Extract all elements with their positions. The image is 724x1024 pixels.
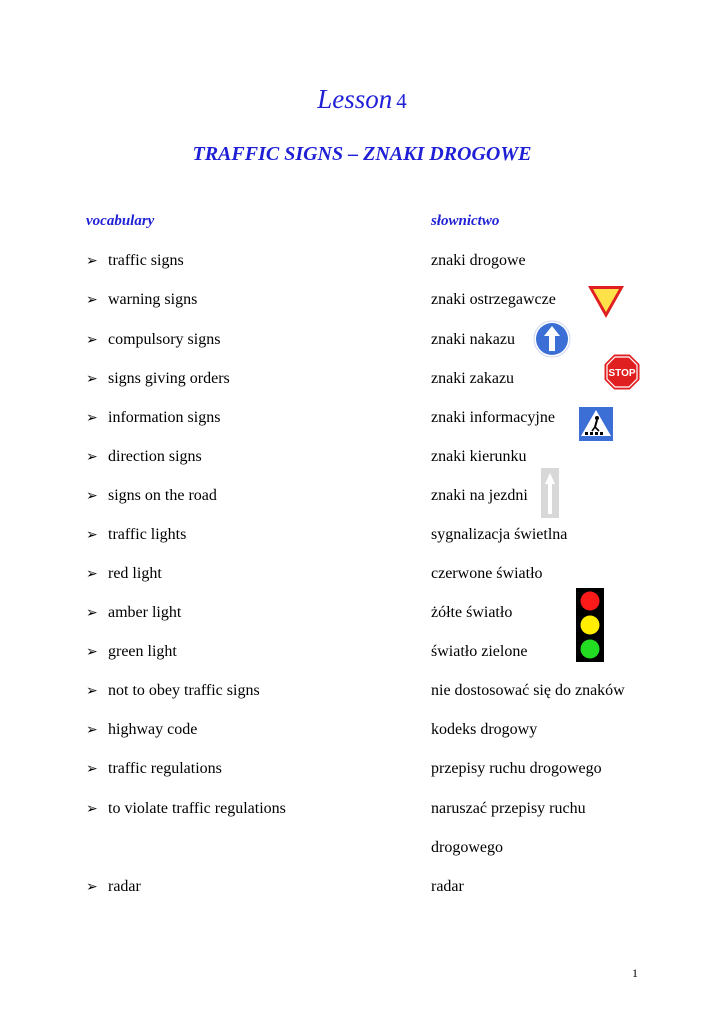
lesson-title xyxy=(0,84,724,115)
english-term: ➢ red light xyxy=(86,565,162,582)
bullet-arrow-icon: ➢ xyxy=(86,450,98,465)
english-term: ➢ signs giving orders xyxy=(86,370,230,387)
polish-term-continuation: drogowego xyxy=(431,839,503,856)
english-term: ➢ direction signs xyxy=(86,448,202,465)
vocab-row xyxy=(0,448,724,470)
polish-term: sygnalizacja świetlna xyxy=(431,526,568,543)
vocab-row xyxy=(0,800,724,822)
vocab-row xyxy=(0,252,724,274)
bullet-arrow-icon: ➢ xyxy=(86,411,98,426)
english-term: ➢ to violate traffic regulations xyxy=(86,800,286,817)
lesson-subtitle: TRAFFIC SIGNS – ZNAKI DROGOWE xyxy=(192,143,532,165)
lesson-word: Lesson xyxy=(317,84,393,114)
english-term: ➢ traffic lights xyxy=(86,526,187,543)
bullet-arrow-icon: ➢ xyxy=(86,489,98,504)
page-number: 1 xyxy=(632,966,638,980)
polish-term: radar xyxy=(431,878,464,895)
vocab-row xyxy=(0,643,724,665)
polish-term: kodeks drogowy xyxy=(431,721,538,738)
vocab-row xyxy=(0,682,724,704)
vocab-row xyxy=(0,409,724,431)
bullet-arrow-icon: ➢ xyxy=(86,293,98,308)
polish-term: znaki kierunku xyxy=(431,448,527,465)
english-term: ➢ amber light xyxy=(86,604,182,621)
bullet-arrow-icon: ➢ xyxy=(86,372,98,387)
polish-term: znaki na jezdni xyxy=(431,487,528,504)
english-term: ➢ information signs xyxy=(86,409,221,426)
bullet-arrow-icon: ➢ xyxy=(86,684,98,699)
bullet-arrow-icon: ➢ xyxy=(86,528,98,543)
vocab-row xyxy=(0,487,724,509)
bullet-arrow-icon: ➢ xyxy=(86,606,98,621)
english-term: ➢ warning signs xyxy=(86,291,198,308)
polish-term: znaki ostrzegawcze xyxy=(431,291,556,308)
vocab-row xyxy=(0,760,724,782)
lesson-number: 4 xyxy=(396,89,407,113)
bullet-arrow-icon: ➢ xyxy=(86,723,98,738)
warning-sign-icon xyxy=(586,284,626,320)
english-term: ➢ signs on the road xyxy=(86,487,217,504)
english-term: ➢ highway code xyxy=(86,721,198,738)
road-arrow-marking-icon xyxy=(541,468,559,518)
vocab-row xyxy=(0,526,724,548)
bullet-arrow-icon: ➢ xyxy=(86,567,98,582)
polish-term: nie dostosować się do znaków xyxy=(431,682,625,699)
stop-sign-icon xyxy=(603,353,641,391)
compulsory-sign-icon xyxy=(533,320,571,358)
english-term: ➢ not to obey traffic signs xyxy=(86,682,260,699)
bullet-arrow-icon: ➢ xyxy=(86,254,98,269)
polish-term: żółte światło xyxy=(431,604,513,621)
vocab-row xyxy=(0,565,724,587)
column-heading-slownictwo: słownictwo xyxy=(431,213,500,229)
svg-text:STOP: STOP xyxy=(608,368,636,379)
bullet-arrow-icon: ➢ xyxy=(86,333,98,348)
vocab-row xyxy=(0,604,724,626)
polish-term: znaki informacyjne xyxy=(431,409,555,426)
vocab-row xyxy=(0,878,724,900)
vocab-row xyxy=(0,331,724,353)
english-term: ➢ traffic regulations xyxy=(86,760,222,777)
english-term: ➢ compulsory signs xyxy=(86,331,221,348)
polish-term: znaki nakazu xyxy=(431,331,515,348)
polish-term: światło zielone xyxy=(431,643,528,660)
polish-term: znaki drogowe xyxy=(431,252,526,269)
english-term: ➢ radar xyxy=(86,878,141,895)
english-term: ➢ traffic signs xyxy=(86,252,184,269)
polish-term: znaki zakazu xyxy=(431,370,515,387)
pedestrian-crossing-sign-icon xyxy=(578,406,614,442)
polish-term: naruszać przepisy ruchu xyxy=(431,800,586,817)
column-heading-vocabulary: vocabulary xyxy=(86,213,155,229)
bullet-arrow-icon: ➢ xyxy=(86,802,98,817)
polish-term: przepisy ruchu drogowego xyxy=(431,760,602,777)
bullet-arrow-icon: ➢ xyxy=(86,645,98,660)
polish-term: czerwone światło xyxy=(431,565,543,582)
bullet-arrow-icon: ➢ xyxy=(86,880,98,895)
english-term: ➢ green light xyxy=(86,643,177,660)
bullet-arrow-icon: ➢ xyxy=(86,762,98,777)
vocab-row xyxy=(0,721,724,743)
traffic-light-icon xyxy=(576,588,604,662)
